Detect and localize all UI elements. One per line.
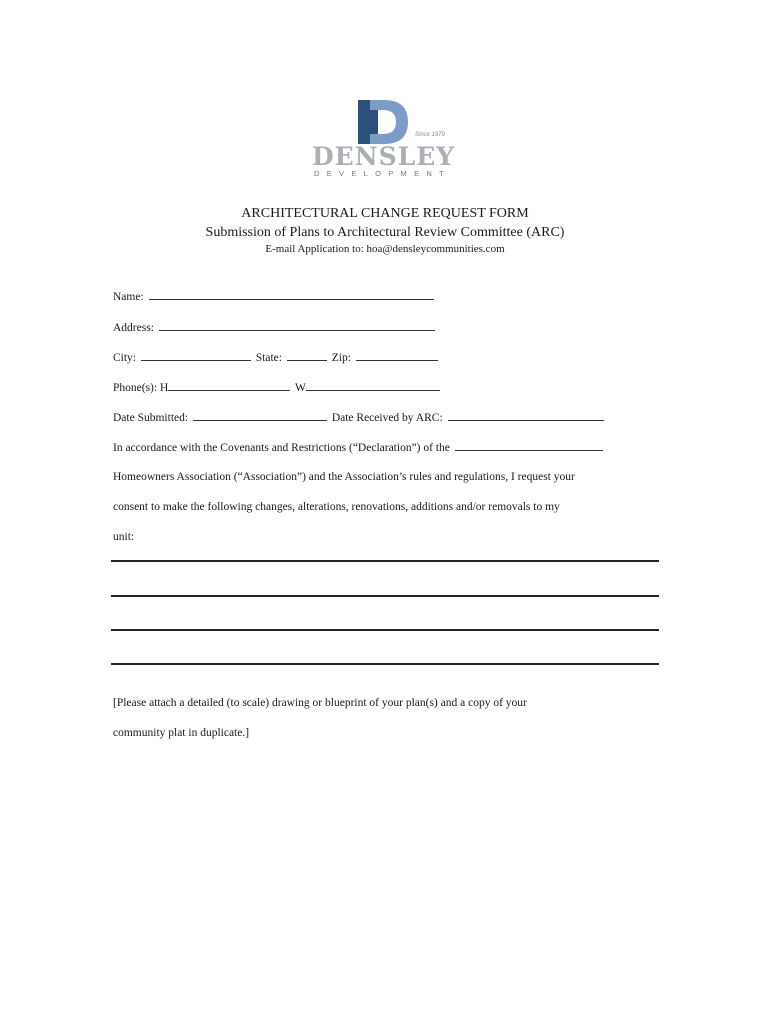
phone-home-field[interactable] — [168, 380, 290, 391]
paragraph-line-4: unit: — [113, 531, 135, 543]
zip-label: Zip: — [331, 352, 351, 364]
association-name-field[interactable] — [455, 440, 603, 451]
city-field[interactable] — [141, 350, 251, 361]
description-line-1[interactable] — [111, 560, 659, 562]
date-submitted-field[interactable] — [193, 410, 327, 421]
address-field[interactable] — [159, 320, 435, 331]
phone-row — [113, 380, 442, 394]
zip-field[interactable] — [356, 350, 438, 361]
phone-work-label: W — [294, 382, 306, 394]
city-label: City: — [113, 352, 137, 364]
email-line: E-mail Application to: hoa@densleycommunities.com — [265, 243, 505, 255]
address-label: Address: — [113, 322, 154, 334]
date-received-field[interactable] — [448, 410, 604, 421]
date-submitted-label: Date Submitted: — [113, 412, 189, 424]
dates-row — [113, 410, 606, 424]
paragraph-line-1 — [113, 440, 605, 454]
form-subtitle: Submission of Plans to Architectural Review Committee (ARC) — [205, 225, 565, 240]
phone-work-field[interactable] — [306, 380, 440, 391]
paragraph-text-1: In accordance with the Covenants and Restrictions (“Declaration”) of the — [113, 442, 450, 454]
address-row — [113, 320, 437, 334]
densley-logo — [300, 96, 470, 186]
form-title: ARCHITECTURAL CHANGE REQUEST FORM — [241, 206, 529, 221]
logo-subtitle: DEVELOPMENT — [314, 169, 451, 178]
attachment-note-line-2: community plat in duplicate.] — [113, 727, 250, 739]
densley-d-monogram — [356, 98, 426, 148]
date-received-label: Date Received by ARC: — [331, 412, 443, 424]
city-row — [113, 350, 440, 364]
description-line-3[interactable] — [111, 629, 659, 631]
phone-home-label: Phone(s): H — [113, 382, 169, 394]
paragraph-line-2: Homeowners Association (“Association”) and the Association’s rules and regulations, I request your — [113, 471, 575, 483]
logo-since: Since 1979 — [415, 132, 446, 138]
name-field[interactable] — [149, 289, 434, 300]
name-label: Name: — [113, 291, 144, 303]
state-label: State: — [255, 352, 282, 364]
state-field[interactable] — [287, 350, 327, 361]
name-row — [113, 289, 436, 303]
description-line-4[interactable] — [111, 663, 659, 665]
paragraph-line-3: consent to make the following changes, alterations, renovations, additions and/or removals to my — [113, 501, 560, 513]
description-line-2[interactable] — [111, 595, 659, 597]
logo-wordmark: DENSLEY — [312, 142, 456, 171]
attachment-note-line-1: [Please attach a detailed (to scale) drawing or blueprint of your plan(s) and a copy of your — [113, 697, 527, 709]
